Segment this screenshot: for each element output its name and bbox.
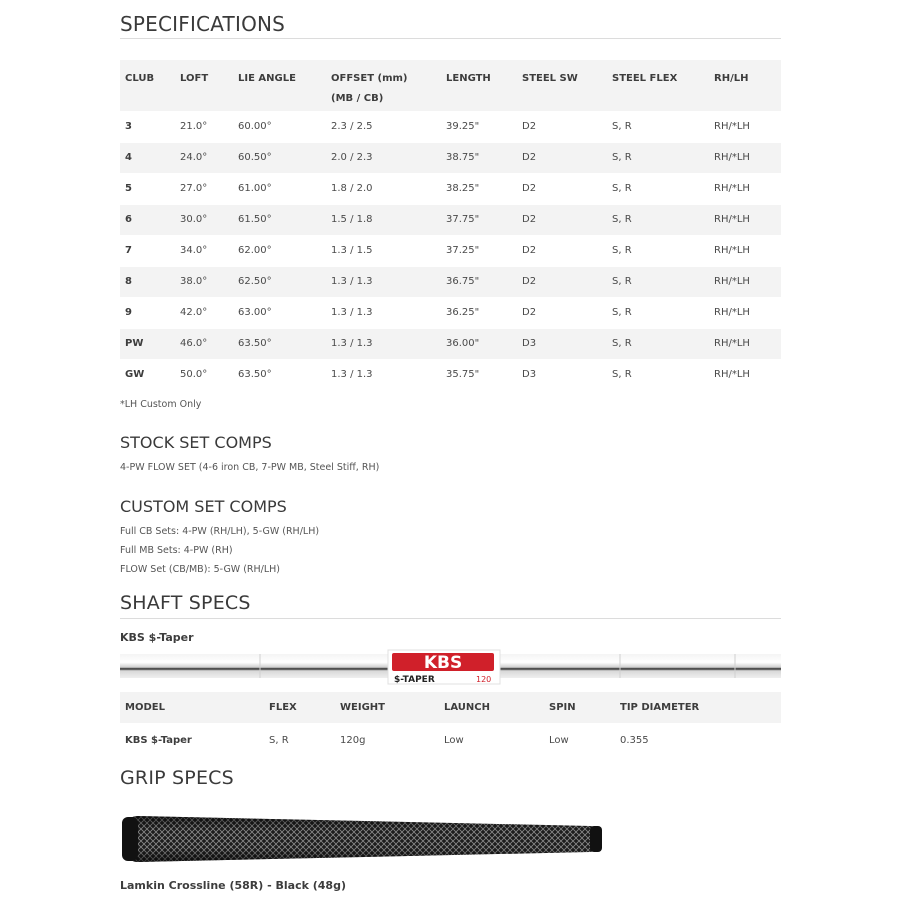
spec-cell-rh-lh: RH/*LH <box>714 338 750 349</box>
spec-cell-steel-flex: S, R <box>612 152 632 163</box>
spec-cell-club: 9 <box>125 307 132 318</box>
grip-image <box>120 814 605 864</box>
spec-cell-length: 38.75" <box>446 152 480 163</box>
spec-cell-rh-lh: RH/*LH <box>714 307 750 318</box>
spec-cell-loft: 34.0° <box>180 245 208 256</box>
spec-cell-steel-flex: S, R <box>612 245 632 256</box>
spec-cell-length: 38.25" <box>446 183 480 194</box>
spec-cell-steel-flex: S, R <box>612 276 632 287</box>
spec-cell-lie-angle: 61.50° <box>238 214 272 225</box>
header-loft: LOFT <box>180 73 209 84</box>
spec-cell-offset: 1.3 / 1.3 <box>331 338 373 349</box>
header-club: CLUB <box>125 73 155 84</box>
stock-set-title: STOCK SET COMPS <box>120 433 272 452</box>
kbs-logo-num: 120 <box>476 675 492 684</box>
spec-cell-lie-angle: 63.00° <box>238 307 272 318</box>
spec-cell-steel-sw: D2 <box>522 276 537 287</box>
spec-cell-club: GW <box>125 369 145 380</box>
spec-row <box>120 173 781 204</box>
specifications-divider <box>120 38 781 39</box>
shaft-header-row <box>120 692 781 723</box>
lh-footnote: *LH Custom Only <box>120 399 202 410</box>
spec-cell-lie-angle: 60.00° <box>238 120 272 132</box>
shaft-image <box>120 648 781 686</box>
custom-set-line: Full MB Sets: 4-PW (RH) <box>120 545 233 556</box>
kbs-logo-sub: $-TAPER <box>394 675 435 685</box>
spec-cell-club: 4 <box>125 152 132 163</box>
spec-cell-offset: 1.3 / 1.3 <box>331 369 373 380</box>
spec-row <box>120 142 781 173</box>
spec-cell-loft: 21.0° <box>180 120 208 132</box>
custom-set-line: Full CB Sets: 4-PW (RH/LH), 5-GW (RH/LH) <box>120 526 320 537</box>
spec-cell-steel-sw: D2 <box>522 183 537 194</box>
header-steel-flex: STEEL FLEX <box>612 73 678 84</box>
spec-cell-steel-flex: S, R <box>612 120 632 132</box>
specifications-table-wrap <box>120 60 781 391</box>
spec-cell-steel-flex: S, R <box>612 183 632 194</box>
spec-cell-length: 37.25" <box>446 245 480 256</box>
spec-cell-lie-angle: 63.50° <box>238 338 272 349</box>
spec-row <box>120 204 781 235</box>
spec-cell-offset: 2.3 / 2.5 <box>331 120 373 132</box>
shaft-specs-divider <box>120 618 781 619</box>
spec-cell-length: 39.25" <box>446 120 480 132</box>
spec-cell-rh-lh: RH/*LH <box>714 369 750 380</box>
spec-cell-loft: 27.0° <box>180 183 208 194</box>
shaft-name: KBS $-Taper <box>120 631 194 644</box>
spec-cell-steel-sw: D2 <box>522 307 537 318</box>
spec-cell-offset: 1.5 / 1.8 <box>331 214 373 225</box>
spec-cell-club: 7 <box>125 245 132 256</box>
spec-cell-lie-angle: 63.50° <box>238 369 272 380</box>
spec-cell-lie-angle: 62.50° <box>238 276 272 287</box>
spec-cell-steel-sw: D2 <box>522 120 537 132</box>
spec-cell-loft: 24.0° <box>180 152 208 163</box>
header-offset-sub: (MB / CB) <box>331 93 384 104</box>
custom-set-line: FLOW Set (CB/MB): 5-GW (RH/LH) <box>120 564 281 575</box>
spec-cell-loft: 38.0° <box>180 276 208 287</box>
spec-row <box>120 111 781 142</box>
shaft-specs-title: SHAFT SPECS <box>120 592 251 614</box>
spec-cell-steel-sw: D3 <box>522 369 537 380</box>
header-rh-lh: RH/LH <box>714 73 749 84</box>
spec-cell-lie-angle: 60.50° <box>238 152 272 163</box>
spec-cell-steel-flex: S, R <box>612 307 632 318</box>
spec-cell-rh-lh: RH/*LH <box>714 276 750 287</box>
header-offset-label: OFFSET (mm) <box>331 73 408 84</box>
spec-cell-rh-lh: RH/*LH <box>714 245 750 256</box>
spec-cell-rh-lh: RH/*LH <box>714 214 750 225</box>
spec-cell-length: 37.75" <box>446 214 480 225</box>
header-length: LENGTH <box>446 73 491 84</box>
grip-caption: Lamkin Crossline (58R) - Black (48g) <box>120 879 346 892</box>
kbs-logo-text: KBS <box>423 653 463 673</box>
spec-cell-loft: 46.0° <box>180 338 208 349</box>
spec-cell-offset: 2.0 / 2.3 <box>331 152 373 163</box>
header-spin: SPIN <box>549 702 576 713</box>
custom-set-list <box>120 522 781 579</box>
spec-cell-rh-lh: RH/*LH <box>714 183 750 194</box>
specifications-table <box>120 60 781 391</box>
shaft-spin: Low <box>549 734 569 746</box>
spec-cell-steel-flex: S, R <box>612 338 632 349</box>
header-lie-angle: LIE ANGLE <box>238 73 296 84</box>
spec-cell-loft: 30.0° <box>180 214 208 225</box>
spec-cell-steel-sw: D3 <box>522 338 537 349</box>
spec-cell-offset: 1.3 / 1.3 <box>331 276 373 287</box>
spec-cell-steel-sw: D2 <box>522 152 537 163</box>
header-launch: LAUNCH <box>444 702 491 713</box>
header-tip-diameter: TIP DIAMETER <box>620 702 700 713</box>
spec-cell-rh-lh: RH/*LH <box>714 152 750 163</box>
spec-row <box>120 235 781 266</box>
spec-cell-club: 8 <box>125 276 132 287</box>
shaft-launch: Low <box>444 734 464 746</box>
spec-cell-lie-angle: 62.00° <box>238 245 272 256</box>
spec-cell-loft: 50.0° <box>180 369 208 380</box>
spec-cell-steel-sw: D2 <box>522 214 537 225</box>
spec-cell-steel-flex: S, R <box>612 214 632 225</box>
header-flex: FLEX <box>269 702 297 713</box>
shaft-tip-diameter: 0.355 <box>620 734 649 746</box>
stock-set-line: 4-PW FLOW SET (4-6 iron CB, 7-PW MB, Steel Stiff, RH) <box>120 462 380 473</box>
spec-cell-length: 36.25" <box>446 307 480 318</box>
custom-set-title: CUSTOM SET COMPS <box>120 497 287 516</box>
spec-row <box>120 359 781 390</box>
header-model: MODEL <box>125 702 165 713</box>
spec-cell-club: PW <box>125 338 144 349</box>
shaft-weight: 120g <box>340 734 366 746</box>
shaft-row <box>120 723 781 757</box>
spec-cell-club: 6 <box>125 214 132 225</box>
spec-row <box>120 266 781 297</box>
grip-specs-title: GRIP SPECS <box>120 767 234 789</box>
header-offset <box>326 60 441 111</box>
spec-cell-offset: 1.3 / 1.5 <box>331 245 373 256</box>
shaft-flex: S, R <box>269 734 289 746</box>
shaft-table <box>120 692 781 757</box>
specifications-header-row <box>120 60 781 111</box>
specifications-title: SPECIFICATIONS <box>120 12 286 36</box>
spec-cell-loft: 42.0° <box>180 307 208 318</box>
spec-cell-steel-sw: D2 <box>522 245 537 256</box>
spec-cell-club: 3 <box>125 120 132 132</box>
spec-row <box>120 297 781 328</box>
shaft-model: KBS $-Taper <box>125 734 192 746</box>
spec-cell-club: 5 <box>125 183 132 194</box>
spec-cell-lie-angle: 61.00° <box>238 183 272 194</box>
shaft-table-wrap <box>120 692 781 757</box>
header-steel-sw: STEEL SW <box>522 73 578 84</box>
spec-cell-length: 36.00" <box>446 338 480 349</box>
spec-cell-rh-lh: RH/*LH <box>714 120 750 132</box>
spec-cell-offset: 1.3 / 1.3 <box>331 307 373 318</box>
spec-cell-offset: 1.8 / 2.0 <box>331 183 373 194</box>
spec-row <box>120 328 781 359</box>
header-weight: WEIGHT <box>340 702 385 713</box>
spec-cell-length: 36.75" <box>446 276 480 287</box>
spec-cell-steel-flex: S, R <box>612 369 632 380</box>
spec-cell-length: 35.75" <box>446 369 480 380</box>
